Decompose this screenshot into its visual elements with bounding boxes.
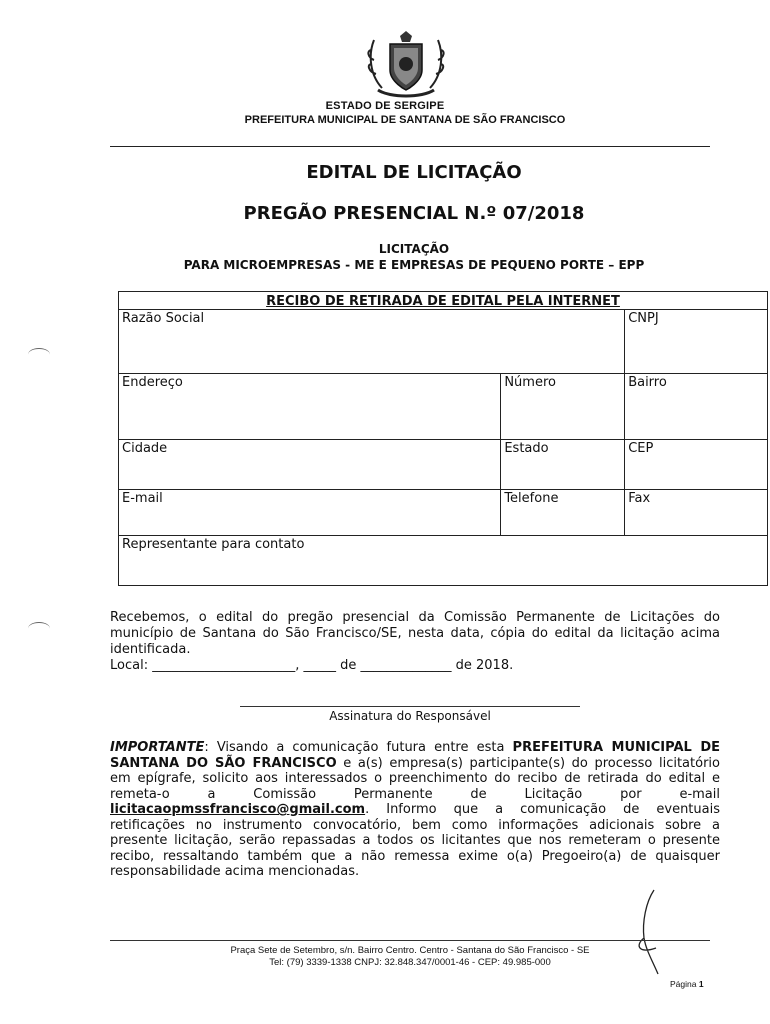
cidade-field[interactable]: Cidade	[119, 440, 501, 490]
form-title: RECIBO DE RETIRADA DE EDITAL PELA INTERNET	[119, 292, 768, 310]
document-title: EDITAL DE LICITAÇÃO	[306, 162, 522, 183]
coat-of-arms-icon	[360, 30, 452, 100]
municipality-header: PREFEITURA MUNICIPAL DE SANTANA DE SÃO FRANCISCO	[244, 114, 566, 126]
estado-field[interactable]: Estado	[501, 440, 625, 490]
page-number	[670, 979, 704, 989]
footer-contact: Tel: (79) 3339-1338 CNPJ: 32.848.347/0001-46 - CEP: 49.985-000	[269, 957, 551, 968]
cnpj-field[interactable]: CNPJ	[625, 310, 768, 374]
target-companies: PARA MICROEMPRESAS - ME E EMPRESAS DE PEQUENO PORTE – EPP	[183, 258, 645, 272]
contact-email-link[interactable]: licitacaopmssfrancisco@gmail.com	[110, 802, 366, 817]
numero-field[interactable]: Número	[501, 374, 625, 440]
header-divider	[110, 146, 710, 147]
licitacao-label: LICITAÇÃO	[378, 242, 450, 256]
footer-divider	[110, 940, 710, 941]
bairro-field[interactable]: Bairro	[625, 374, 768, 440]
representante-field[interactable]: Representante para contato	[119, 536, 768, 586]
fax-field[interactable]: Fax	[625, 490, 768, 536]
endereco-field[interactable]: Endereço	[119, 374, 501, 440]
organization-name: PREFEITURA MUNICIPAL DE SANTANA DO SÃO FRANCISCO	[110, 740, 720, 771]
footer-address: Praça Sete de Setembro, s/n. Bairro Centro. Centro - Santana do São Francisco - SE	[230, 945, 590, 956]
state-header: ESTADO DE SERGIPE	[325, 100, 445, 112]
important-label: IMPORTANTE	[110, 740, 205, 755]
scan-mark	[28, 622, 50, 635]
email-field[interactable]: E-mail	[119, 490, 501, 536]
cep-field[interactable]: CEP	[625, 440, 768, 490]
important-text-1: : Visando a comunicação futura entre esta	[204, 740, 513, 755]
signature-line	[240, 706, 580, 707]
local-date-line: Local: ______________________, _____ de ______________ de 2018.	[110, 658, 514, 673]
page-number-value: 1	[698, 979, 704, 989]
important-text-3: . Informo que a comunicação de eventuais retificações no instrumento convocatório, bem como informações adicionais sobre a presente licitação, serão repassadas a todos os licitantes que nos remeteram o presente recibo, ressaltando também que a não remessa exime o(a) Pregoeiro(a) de quaisquer responsabilidade acima mencionadas.	[110, 802, 720, 879]
important-notice	[110, 740, 720, 880]
telefone-field[interactable]: Telefone	[501, 490, 625, 536]
receipt-text: Recebemos, o edital do pregão presencial da Comissão Permanente de Licitações do município de Santana do São Francisco/SE, nesta data, cópia do edital da licitação acima identificada.	[110, 610, 720, 657]
page-label: Página	[670, 979, 697, 989]
razao-social-field[interactable]: Razão Social	[119, 310, 625, 374]
scan-mark	[28, 348, 50, 361]
receipt-form	[118, 291, 768, 586]
signature-label: Assinatura do Responsável	[329, 709, 491, 723]
pregao-title: PREGÃO PRESENCIAL N.º 07/2018	[243, 203, 585, 224]
important-text-2: e a(s) empresa(s) participante(s) do processo licitatório em epígrafe, solicito aos interessados o preenchimento do recibo de retirada do edital e remeta-o a Comissão Permanente de Licitação por e-mail	[110, 755, 720, 802]
